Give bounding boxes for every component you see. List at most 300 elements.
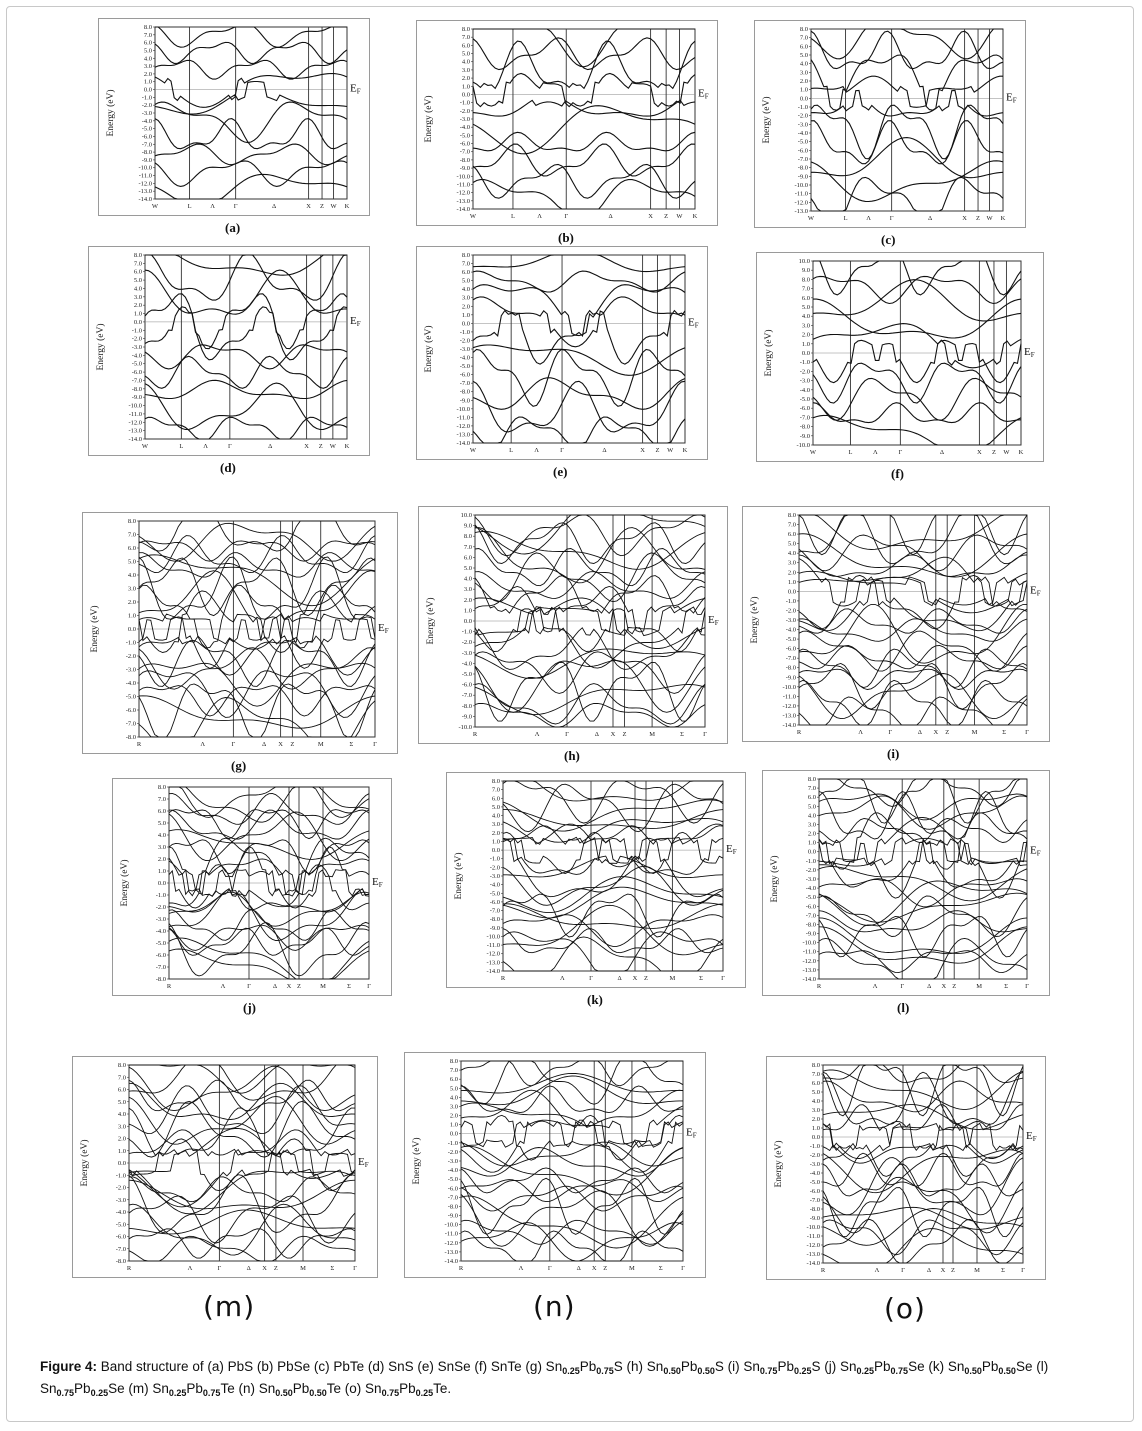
y-tick-label: -13.0: [444, 1248, 458, 1256]
k-point-label: R: [796, 729, 802, 736]
k-point-label: L: [509, 447, 514, 454]
y-tick-label: -12.0: [486, 950, 500, 958]
bands: [145, 255, 347, 439]
y-tick-label: -7.0: [115, 1245, 126, 1253]
y-tick-label: -9.0: [797, 173, 808, 181]
k-point-label: Δ: [617, 975, 622, 982]
y-tick-label: -5.0: [805, 894, 816, 902]
k-point-label: W: [469, 213, 477, 220]
y-tick-label: -7.0: [799, 414, 810, 422]
k-point-label: Z: [644, 975, 648, 982]
band-panel-a: [98, 18, 370, 216]
y-tick-label: 4.0: [461, 58, 470, 66]
y-tick-label: -4.0: [461, 660, 472, 668]
fermi-level-label: EF: [698, 87, 709, 101]
k-point-label: Λ: [534, 731, 540, 738]
y-tick-label: 8.0: [801, 276, 810, 284]
y-tick-label: 0.0: [463, 618, 472, 625]
panel-label-g: (g): [231, 758, 247, 773]
y-tick-label: -3.0: [155, 916, 166, 923]
k-point-label: Γ: [901, 1267, 905, 1274]
y-tick-label: -4.0: [797, 130, 808, 137]
y-tick-label: -13.0: [456, 431, 470, 439]
k-point-label: Γ: [1025, 729, 1029, 736]
y-tick-label: -8.0: [447, 1203, 458, 1211]
y-axis-label: Energy (eV): [120, 859, 130, 907]
band-panel-b: [416, 20, 718, 226]
fermi-level-label: EF: [1026, 1130, 1037, 1143]
y-tick-label: 8.0: [157, 784, 166, 791]
y-tick-label: -5.0: [155, 940, 166, 947]
k-point-label: Σ: [1001, 1267, 1005, 1274]
y-tick-label: 0.0: [491, 847, 500, 855]
y-tick-label: -14.0: [782, 722, 796, 729]
y-tick-label: 0.0: [157, 880, 166, 887]
y-tick-label: -8.0: [131, 385, 142, 393]
y-tick-label: -5.0: [459, 132, 470, 140]
k-point-label: X: [933, 729, 939, 736]
k-point-label: Λ: [220, 983, 226, 990]
y-tick-label: -11.0: [806, 1233, 820, 1240]
y-tick-label: 4.0: [157, 832, 166, 839]
y-tick-label: -6.0: [805, 903, 816, 911]
y-tick-label: -8.0: [459, 388, 470, 396]
k-point-label: X: [262, 1265, 267, 1272]
y-tick-label: 3.0: [117, 1123, 126, 1131]
y-tick-label: -9.0: [805, 930, 816, 938]
y-tick-label: 5.0: [461, 50, 470, 58]
y-tick-label: 3.0: [811, 1107, 820, 1114]
y-tick-label: -12.0: [794, 199, 808, 207]
y-tick-label: 2.0: [787, 569, 796, 577]
y-tick-label: -7.0: [797, 156, 808, 163]
y-axis-label: Energy (eV): [762, 96, 772, 144]
k-point-label: M: [300, 1265, 306, 1272]
k-point-label: X: [304, 443, 309, 450]
y-tick-label: 1.0: [491, 838, 500, 846]
k-point-label: Λ: [200, 741, 206, 748]
k-point-label: R: [458, 1265, 464, 1272]
k-point-label: X: [278, 741, 283, 748]
band-panel-k: [446, 772, 746, 988]
caption-body: Band structure of (a) PbS (b) PbSe (c) PbTe (d) SnS (e) SnSe (f) SnTe (g) $Sn_{0.25}Pb_{0.75}S$ (h) $Sn_{0.50}Pb_{0.50}S$ (i) $Sn_{0.75}Pb_{0.25}S$ (j) $Sn_{0.25}Pb_{0.75}Se$ (k) $Sn_{0.50}Pb_{0.50}Se$ (l) $Sn_{0.75}Pb_{0.25}Se$ (m) $Sn_{0.25}Pb_{0.75}Te$ (n) $Sn_{0.50}Pb_{0.50}Te$ (o) $Sn_{0.75}Pb_{0.25}Te$.: [40, 1359, 1049, 1398]
k-point-label: Λ: [210, 203, 215, 210]
y-tick-label: -2.0: [131, 335, 142, 343]
k-point-label: Z: [622, 731, 627, 738]
y-tick-label: -5.0: [799, 396, 810, 403]
y-tick-label: 9.0: [463, 522, 472, 530]
y-tick-label: 6.0: [117, 1086, 126, 1094]
y-tick-label: 0.0: [807, 848, 816, 856]
bands: [799, 515, 1027, 725]
k-point-label: Γ: [367, 983, 371, 990]
y-tick-label: 6.0: [461, 42, 470, 50]
y-tick-label: -10.0: [444, 1221, 458, 1229]
k-point-label: Δ: [602, 447, 607, 454]
y-tick-label: -4.0: [447, 1167, 458, 1175]
k-point-label: K: [692, 213, 698, 220]
fermi-level-label: EF: [1030, 584, 1041, 598]
y-tick-label: -5.0: [125, 693, 136, 701]
y-tick-label: 5.0: [117, 1098, 126, 1106]
y-tick-label: -4.0: [799, 386, 810, 394]
k-point-label: Γ: [900, 983, 905, 990]
k-point-label: Γ: [247, 983, 251, 990]
k-point-label: W: [676, 213, 683, 220]
k-point-label: X: [306, 203, 311, 210]
y-tick-label: 7.0: [461, 34, 470, 42]
y-tick-label: -11.0: [456, 181, 470, 189]
y-tick-label: -14.0: [802, 976, 816, 983]
y-tick-label: 8.0: [463, 533, 472, 541]
bands: [823, 1065, 1023, 1263]
k-point-label: Λ: [872, 983, 878, 990]
bands: [811, 29, 1003, 211]
bands: [473, 255, 685, 443]
y-tick-label: 8.0: [117, 1062, 126, 1069]
y-tick-label: 7.0: [449, 1067, 458, 1075]
y-tick-label: -4.0: [155, 928, 166, 935]
k-point-label: Λ: [874, 1267, 880, 1274]
fermi-level-label: EF: [726, 843, 737, 857]
y-axis-label: Energy (eV): [90, 605, 100, 653]
k-point-label: X: [591, 1265, 597, 1272]
y-tick-label: 2.0: [117, 1135, 126, 1143]
y-tick-label: -2.0: [125, 653, 136, 660]
y-tick-label: 5.0: [807, 803, 816, 811]
y-tick-label: -4.0: [131, 352, 142, 360]
y-tick-label: -3.0: [809, 1161, 820, 1168]
k-point-label: Γ: [721, 975, 725, 982]
y-tick-label: -1.0: [459, 328, 470, 336]
y-tick-label: 4.0: [801, 313, 810, 321]
k-point-label: W: [330, 203, 337, 210]
y-tick-label: -1.0: [797, 104, 808, 111]
k-point-label: Δ: [917, 729, 922, 736]
panel-label-c: (c): [881, 232, 896, 247]
y-tick-label: -13.0: [486, 959, 500, 967]
y-tick-label: -9.0: [459, 165, 470, 173]
y-tick-label: 6.0: [461, 269, 470, 277]
y-tick-label: -3.0: [461, 649, 472, 657]
y-tick-label: 6.0: [799, 43, 808, 51]
k-point-label: Γ: [373, 741, 377, 748]
k-point-label: Δ: [271, 203, 277, 210]
y-tick-label: -3.0: [131, 344, 142, 351]
k-point-label: Z: [603, 1265, 608, 1272]
y-tick-label: -7.0: [155, 964, 166, 971]
k-point-label: W: [469, 447, 477, 454]
y-tick-label: 6.0: [133, 268, 142, 276]
y-tick-label: -5.0: [459, 363, 470, 371]
k-point-label: Δ: [261, 741, 267, 748]
y-tick-label: -11.0: [794, 190, 808, 198]
y-tick-label: 8.0: [449, 1058, 458, 1065]
y-tick-label: 0.0: [117, 1160, 126, 1167]
band-panel-e: [416, 246, 708, 460]
y-tick-label: 3.0: [801, 322, 810, 330]
band-panel-g: [82, 512, 398, 754]
y-tick-label: 5.0: [811, 1089, 820, 1096]
k-point-label: K: [344, 203, 350, 210]
panel-label-o: (o): [884, 1292, 926, 1325]
y-tick-label: -13.0: [782, 712, 796, 720]
y-tick-label: -12.0: [456, 189, 470, 197]
k-point-label: K: [1018, 449, 1024, 456]
y-tick-label: -4.0: [785, 626, 796, 634]
y-tick-label: -10.0: [138, 164, 152, 172]
panel-label-h: (h): [564, 748, 580, 763]
y-tick-label: -5.0: [115, 1221, 126, 1229]
y-tick-label: 6.0: [491, 795, 500, 803]
k-point-label: Γ: [888, 729, 893, 736]
band-panel-c: [754, 20, 1026, 228]
fermi-level-label: EF: [708, 614, 719, 627]
y-tick-label: -3.0: [797, 121, 808, 129]
y-tick-label: 3.0: [127, 585, 136, 593]
y-tick-label: -12.0: [456, 422, 470, 430]
y-tick-label: -12.0: [782, 702, 796, 710]
y-tick-label: 6.0: [463, 554, 472, 562]
k-point-label: Σ: [699, 975, 703, 982]
y-tick-label: 7.0: [807, 785, 816, 793]
panel-label-n: (n): [533, 1290, 576, 1323]
k-point-label: Σ: [680, 731, 684, 738]
y-tick-label: 1.0: [461, 83, 470, 91]
y-tick-label: -12.0: [806, 1242, 820, 1249]
k-point-label: Δ: [926, 1267, 932, 1274]
k-point-label: L: [510, 213, 515, 220]
band-panel-o: [766, 1056, 1046, 1280]
y-tick-label: 8.0: [133, 252, 142, 259]
y-axis-label: Energy (eV): [106, 89, 116, 137]
y-tick-label: -3.0: [785, 617, 796, 624]
y-tick-label: -6.0: [155, 952, 166, 959]
y-tick-label: -8.0: [785, 664, 796, 672]
y-tick-label: -8.0: [805, 921, 816, 929]
k-point-label: X: [648, 213, 653, 220]
band-panel-h: [418, 506, 728, 744]
y-tick-label: -2.0: [447, 1148, 458, 1156]
k-point-label: Z: [290, 741, 295, 748]
y-tick-label: 0.0: [133, 318, 142, 326]
y-tick-label: 5.0: [787, 540, 796, 548]
y-tick-label: 5.0: [799, 52, 808, 59]
y-tick-label: 0.0: [801, 350, 810, 357]
k-point-label: Z: [318, 443, 323, 450]
k-point-label: Δ: [576, 1265, 581, 1272]
y-tick-label: -8.0: [115, 1258, 126, 1265]
y-tick-label: 1.0: [143, 78, 152, 86]
k-point-label: Z: [991, 449, 996, 456]
y-tick-label: -6.0: [125, 707, 136, 714]
y-tick-label: -3.0: [799, 377, 810, 385]
y-tick-label: 8.0: [127, 518, 136, 525]
y-tick-label: -8.0: [155, 976, 166, 983]
y-tick-label: 4.0: [787, 550, 796, 558]
y-tick-label: -8.0: [125, 734, 136, 741]
y-tick-label: -12.0: [128, 419, 142, 427]
band-panel-d: [88, 246, 370, 456]
k-point-label: M: [974, 1267, 980, 1274]
k-point-label: Γ: [353, 1265, 357, 1272]
y-tick-label: -3.0: [459, 116, 470, 123]
y-tick-label: 4.0: [811, 1098, 820, 1105]
k-point-label: Z: [952, 983, 957, 990]
y-axis-label: Energy (eV): [412, 1137, 422, 1185]
y-tick-label: 0.0: [787, 588, 796, 596]
y-tick-label: -7.0: [447, 1194, 458, 1202]
y-tick-label: 0.0: [449, 1130, 458, 1138]
panel-label-d: (d): [220, 460, 236, 475]
y-tick-label: -13.0: [806, 1251, 820, 1258]
y-tick-label: 4.0: [117, 1111, 126, 1118]
y-axis-label: Energy (eV): [80, 1139, 90, 1187]
y-tick-label: 8.0: [811, 1062, 820, 1069]
y-tick-label: 3.0: [143, 63, 152, 71]
y-tick-label: 8.0: [787, 512, 796, 519]
y-tick-label: -1.0: [141, 94, 152, 102]
y-tick-label: -9.0: [459, 397, 470, 405]
k-point-label: W: [809, 449, 817, 456]
y-tick-label: -12.0: [802, 957, 816, 965]
y-tick-label: 3.0: [787, 559, 796, 567]
k-point-label: Z: [976, 215, 981, 222]
y-tick-label: -2.0: [489, 864, 500, 872]
y-tick-label: -1.0: [489, 855, 500, 863]
y-tick-label: 3.0: [799, 69, 808, 77]
y-tick-label: -11.0: [456, 414, 470, 422]
y-tick-label: -6.0: [115, 1233, 126, 1241]
y-tick-label: -10.0: [802, 939, 816, 947]
y-tick-label: -4.0: [809, 1170, 820, 1177]
y-tick-label: 3.0: [461, 66, 470, 74]
k-point-label: Σ: [1004, 983, 1009, 990]
panel-label-e: (e): [553, 464, 568, 479]
y-tick-label: -13.0: [802, 966, 816, 974]
k-point-label: Γ: [589, 975, 593, 982]
k-point-label: Z: [273, 1265, 278, 1272]
k-point-label: K: [1000, 215, 1006, 222]
y-tick-label: -6.0: [797, 147, 808, 155]
y-tick-label: 7.0: [133, 260, 142, 268]
k-point-label: R: [816, 983, 822, 990]
y-axis-label: Energy (eV): [770, 855, 780, 903]
k-point-label: X: [977, 449, 982, 456]
y-tick-label: -5.0: [785, 636, 796, 644]
k-point-label: Λ: [873, 449, 878, 456]
k-point-label: Σ: [347, 983, 351, 990]
panel-label-j: (j): [243, 1000, 256, 1015]
y-tick-label: -13.0: [456, 197, 470, 205]
y-tick-label: -12.0: [444, 1239, 458, 1247]
k-point-label: Z: [320, 203, 325, 210]
y-tick-label: -1.0: [805, 857, 816, 865]
y-tick-label: -6.0: [799, 405, 810, 413]
k-point-label: K: [682, 447, 688, 454]
y-tick-label: -3.0: [805, 876, 816, 883]
y-tick-label: -9.0: [461, 713, 472, 721]
y-tick-label: -11.0: [802, 948, 816, 956]
y-tick-label: 4.0: [143, 55, 152, 63]
k-point-label: Γ: [564, 213, 569, 220]
k-point-label: W: [329, 443, 336, 450]
k-point-label: R: [500, 975, 506, 982]
y-axis-label: Energy (eV): [424, 325, 434, 373]
k-point-label: Z: [655, 447, 660, 454]
y-tick-label: 2.0: [461, 303, 470, 311]
y-tick-label: -5.0: [461, 671, 472, 678]
y-tick-label: 6.0: [787, 531, 796, 539]
y-tick-label: -7.0: [489, 907, 500, 915]
y-tick-label: 3.0: [461, 294, 470, 302]
k-point-label: X: [640, 447, 645, 454]
k-point-label: L: [848, 449, 853, 456]
k-point-label: W: [667, 447, 674, 454]
y-tick-label: 4.0: [449, 1094, 458, 1102]
panel-label-f: (f): [891, 466, 904, 481]
k-point-label: Z: [664, 213, 669, 220]
y-tick-label: -9.0: [489, 924, 500, 932]
k-point-label: X: [632, 975, 638, 982]
y-tick-label: 2.0: [127, 599, 136, 606]
k-point-label: X: [286, 983, 292, 990]
y-tick-label: -8.0: [797, 164, 808, 172]
k-point-label: Σ: [349, 741, 354, 748]
y-tick-label: 1.0: [801, 340, 810, 348]
y-tick-label: 7.0: [801, 285, 810, 293]
y-tick-label: -11.0: [128, 410, 142, 418]
y-tick-label: 0.0: [461, 320, 470, 328]
k-point-label: Δ: [272, 983, 278, 990]
y-tick-label: 1.0: [157, 868, 166, 875]
y-tick-label: 10.0: [798, 258, 810, 265]
y-tick-label: -7.0: [141, 141, 152, 149]
y-tick-label: -2.0: [461, 639, 472, 647]
k-point-label: Γ: [547, 1265, 552, 1272]
k-point-label: Σ: [330, 1265, 335, 1272]
bands: [503, 781, 723, 971]
k-point-label: L: [187, 203, 192, 210]
k-point-label: Δ: [246, 1265, 251, 1272]
y-tick-label: 1.0: [463, 607, 472, 615]
k-point-label: Λ: [203, 443, 208, 450]
y-tick-label: 4.0: [799, 60, 808, 68]
k-point-label: Γ: [1025, 983, 1029, 990]
y-tick-label: 0.0: [799, 95, 808, 103]
k-point-label: M: [976, 983, 983, 990]
k-point-label: Δ: [939, 449, 945, 456]
k-point-label: Γ: [560, 447, 564, 454]
y-tick-label: -4.0: [459, 124, 470, 132]
y-tick-label: -7.0: [785, 655, 796, 663]
y-tick-label: -10.0: [806, 1224, 820, 1231]
y-tick-label: -1.0: [785, 597, 796, 605]
y-tick-label: 10.0: [460, 512, 472, 519]
y-tick-label: -5.0: [797, 138, 808, 146]
fermi-level-label: EF: [378, 622, 389, 635]
k-point-label: Δ: [608, 213, 613, 220]
y-axis-label: Energy (eV): [750, 596, 760, 644]
k-point-label: M: [649, 731, 655, 738]
k-point-label: Δ: [927, 983, 932, 990]
y-tick-label: -6.0: [461, 681, 472, 689]
y-tick-label: -4.0: [489, 881, 500, 889]
y-tick-label: 8.0: [143, 24, 152, 31]
k-point-label: W: [151, 203, 159, 210]
y-tick-label: 1.0: [787, 578, 796, 586]
y-tick-label: -6.0: [131, 369, 142, 377]
